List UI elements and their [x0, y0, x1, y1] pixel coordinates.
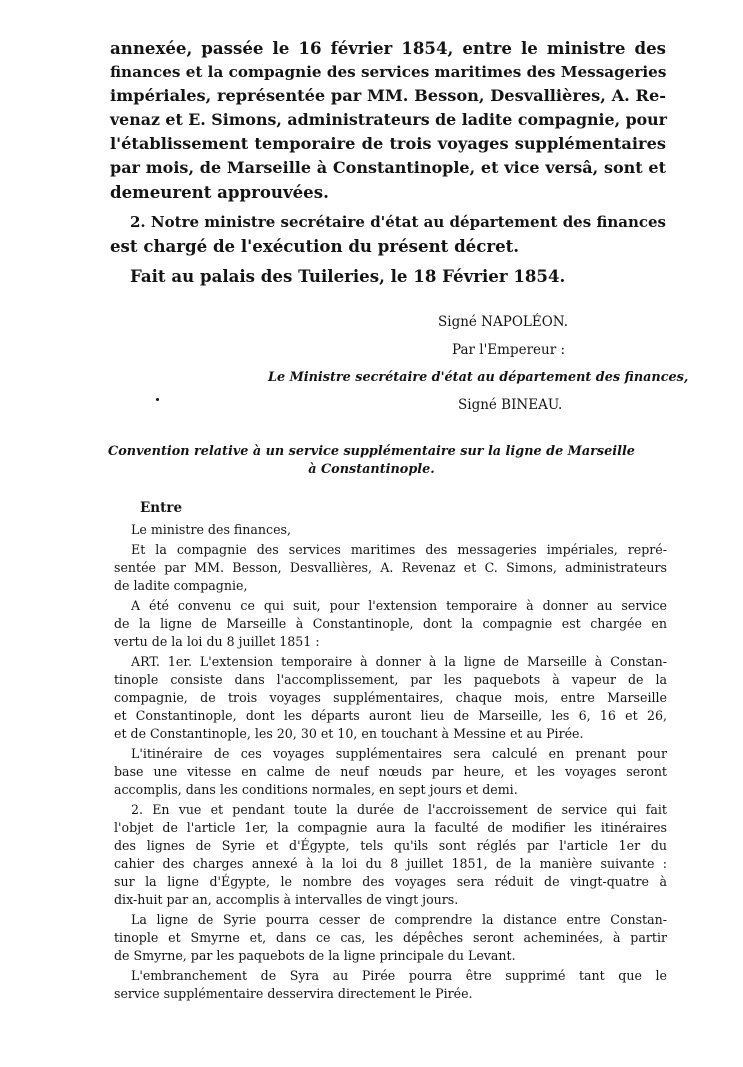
- article-2-conv-line: l'objet de l'article 1er, la compagnie aura la faculté de modifier les itinéraires: [114, 820, 667, 835]
- convention-caption: Convention relative à un service supplémentaire sur la ligne de Marseille: [108, 444, 635, 459]
- decree-line: demeurent approuvées.: [110, 182, 329, 202]
- decree-line: finances et la compagnie des services maritimes des Messageries: [110, 63, 667, 81]
- article-1-line: tinople consiste dans l'accomplissement, par les paquebots à vapeur de la: [114, 672, 667, 687]
- dated-at-line: Fait au palais des Tuileries, le 18 Février 1854.: [130, 266, 566, 286]
- convention-line: de ladite compagnie,: [114, 578, 248, 593]
- article-1-line: et de Constantinople, les 20, 30 et 10, en touchant à Messine et au Pirée.: [114, 726, 584, 741]
- itinerary-line: L'itinéraire de ces voyages supplémentaires sera calculé en prenant pour: [131, 746, 667, 761]
- syra-line: service supplémentaire desservira directement le Pirée.: [114, 986, 473, 1001]
- article-2-conv-line: cahier des charges annexé à la loi du 8 juillet 1851, de la manière suivante :: [114, 856, 667, 871]
- convention-line: vertu de la loi du 8 juillet 1851 :: [114, 634, 320, 649]
- article-1-line: et Constantinople, dont les départs auront lieu de Marseille, les 6, 16 et 26,: [114, 708, 667, 723]
- article-2-line: est chargé de l'exécution du présent décret.: [110, 236, 520, 256]
- syrie-line: tinople et Smyrne et, dans ce cas, les dépêches seront acheminées, à partir: [114, 930, 667, 945]
- convention-line: Le ministre des finances,: [131, 522, 292, 537]
- article-2-conv-line: dix-huit par an, accomplis à intervalles de vingt jours.: [114, 892, 459, 907]
- article-2-conv-line: sur la ligne d'Égypte, le nombre des voyages sera réduit de vingt-quatre à: [114, 874, 667, 889]
- decree-line: venaz et E. Simons, administrateurs de ladite compagnie, pour: [110, 110, 667, 129]
- syra-line: L'embranchement de Syra au Pirée pourra être supprimé tant que le: [131, 968, 667, 983]
- entre-heading: Entre: [140, 500, 183, 516]
- article-2-line: 2. Notre ministre secrétaire d'état au département des finances: [130, 213, 666, 231]
- syrie-line: La ligne de Syrie pourra cesser de comprendre la distance entre Constan-: [131, 912, 667, 927]
- minister-title: Le Ministre secrétaire d'état au département des finances,: [268, 370, 689, 385]
- decree-line: l'établissement temporaire de trois voyages supplémentaires: [110, 134, 666, 153]
- article-2-conv-line: 2. En vue et pendant toute la durée de l'accroissement de service qui fait: [131, 802, 667, 817]
- article-2-conv-line: des lignes de Syrie et d'Égypte, tels qu'ils sont réglés par l'article 1er du: [114, 838, 667, 853]
- convention-caption: à Constantinople.: [308, 462, 435, 477]
- signature-bineau: Signé BINEAU.: [458, 397, 563, 413]
- convention-line: de la ligne de Marseille à Constantinople, dont la compagnie est chargée en: [114, 616, 667, 631]
- decree-line: impériales, représentée par MM. Besson, Desvallières, A. Re-: [110, 86, 666, 105]
- decree-line: par mois, de Marseille à Constantinople, et vice versâ, sont et: [110, 158, 666, 177]
- stray-mark: [156, 398, 159, 401]
- convention-line: Et la compagnie des services maritimes des messageries impériales, repré-: [131, 542, 667, 557]
- syrie-line: de Smyrne, par les paquebots de la ligne principale du Levant.: [114, 948, 516, 963]
- signature-napoleon: Signé NAPOLÉON.: [438, 314, 569, 330]
- itinerary-line: accomplis, dans les conditions normales, en sept jours et demi.: [114, 782, 518, 797]
- decree-line: annexée, passée le 16 février 1854, entre le ministre des: [110, 38, 666, 58]
- convention-line: sentée par MM. Besson, Desvallières, A. Revenaz et C. Simons, administrateurs: [114, 560, 667, 575]
- convention-line: A été convenu ce qui suit, pour l'extension temporaire à donner au service: [131, 598, 667, 613]
- par-empereur: Par l'Empereur :: [452, 342, 566, 358]
- article-1-line: ART. 1er. L'extension temporaire à donner à la ligne de Marseille à Constan-: [131, 654, 667, 669]
- article-1-line: compagnie, de trois voyages supplémentaires, chaque mois, entre Marseille: [114, 690, 667, 705]
- itinerary-line: base une vitesse en calme de neuf nœuds par heure, et les voyages seront: [114, 764, 667, 779]
